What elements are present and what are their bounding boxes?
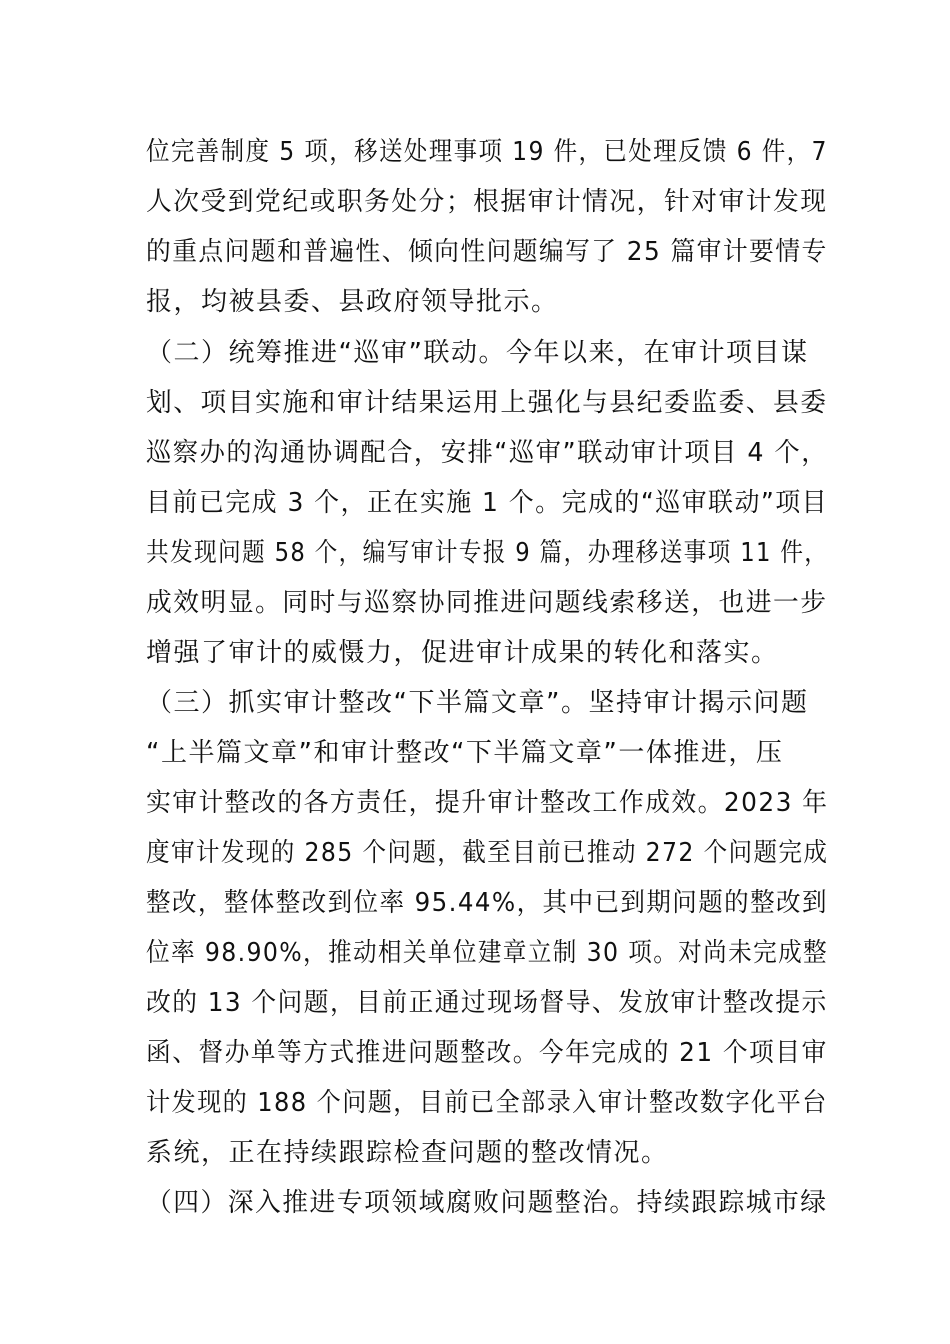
text-line: 共发现问题 58 个，编写审计专报 9 篇，办理移送事项 11 件， — [146, 538, 829, 568]
text-line: 报，均被县委、县政府领导批示。 — [146, 287, 559, 317]
text-line: 目前已完成 3 个，正在实施 1 个。完成的“巡审联动”项目 — [146, 488, 829, 518]
text-line: “上半篇文章”和审计整改“下半篇文章”一体推进，压 — [146, 738, 784, 768]
text-line: 改的 13 个问题，目前正通过现场督导、发放审计整改提示 — [146, 988, 828, 1018]
section-heading-2: （二）统筹推进“巡审”联动。今年以来，在审计项目谋 — [146, 338, 809, 368]
text-line: 巡察办的沟通协调配合，安排“巡审”联动审计项目 4 个， — [146, 438, 829, 468]
text-line: 划、项目实施和审计结果运用上强化与县纪委监委、县委 — [146, 388, 828, 418]
section-heading-3: （三）抓实审计整改“下半篇文章”。坚持审计揭示问题 — [146, 688, 809, 718]
text-line: 整改，整体整改到位率 95.44%，其中已到期问题的整改到 — [146, 888, 828, 918]
text-line: 计发现的 188 个问题，目前已全部录入审计整改数字化平台 — [146, 1088, 828, 1118]
text-line: 位完善制度 5 项，移送处理事项 19 件，已处理反馈 6 件，7 — [146, 137, 828, 167]
text-line: 的重点问题和普遍性、倾向性问题编写了 25 篇审计要情专 — [146, 237, 828, 267]
text-line: 人次受到党纪或职务处分；根据审计情况，针对审计发现 — [146, 187, 828, 217]
text-line: 实审计整改的各方责任，提升审计整改工作成效。2023 年 — [146, 788, 829, 818]
text-line: 系统，正在持续跟踪检查问题的整改情况。 — [146, 1138, 669, 1168]
text-line: 函、督办单等方式推进问题整改。今年完成的 21 个项目审 — [146, 1038, 828, 1068]
text-line: 位率 98.90%，推动相关单位建章立制 30 项。对尚未完成整 — [146, 938, 829, 968]
section-heading-4: （四）深入推进专项领域腐败问题整治。持续跟踪城市绿 — [146, 1188, 828, 1218]
text-line: 成效明显。同时与巡察协同推进问题线索移送，也进一步 — [146, 588, 828, 618]
text-line: 度审计发现的 285 个问题，截至目前已推动 272 个问题完成 — [146, 838, 829, 868]
text-line: 增强了审计的威慑力，促进审计成果的转化和落实。 — [146, 638, 779, 668]
